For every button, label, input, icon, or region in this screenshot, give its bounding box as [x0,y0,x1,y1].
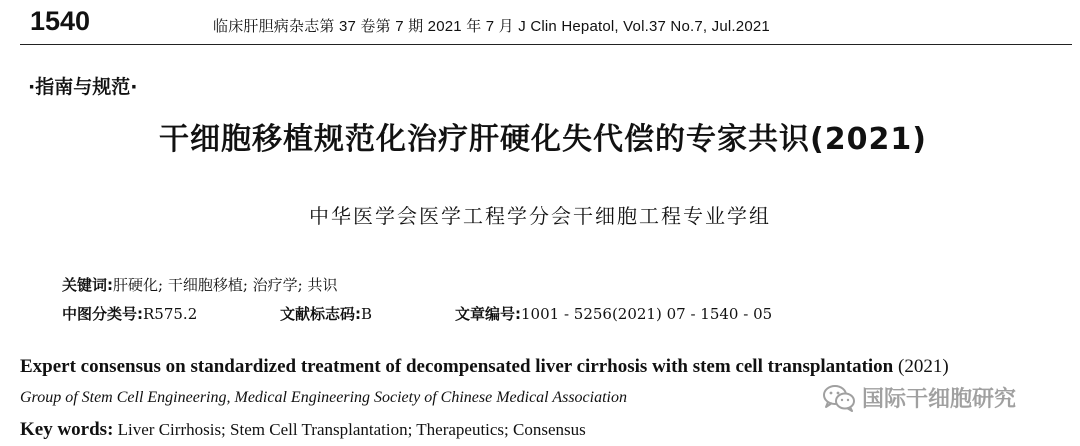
english-keywords [20,419,586,441]
keywords-cn-label: 关键词: [62,276,113,294]
clc-label: 中图分类号: [62,305,143,323]
english-title [20,356,949,378]
journal-citation: 临床肝胆病杂志第 37 卷第 7 期 2021 年 7 月 J Clin Hepatol, Vol.37 No.7, Jul.2021 [213,18,770,35]
article-number-value: 1001 - 5256(2021) 07 - 1540 - 05 [521,305,773,323]
document-code-label: 文献标志码: [280,305,361,323]
article-number [455,303,772,324]
english-keywords-label: Key words: [20,419,114,440]
article-title: 干细胞移植规范化治疗肝硬化失代偿的专家共识(2021) [159,122,927,157]
author-group: 中华医学会医学工程学分会干细胞工程专业学组 [309,204,771,228]
english-title-text: Expert consensus on standardized treatment of decompensated liver cirrhosis with stem cell transplantation [20,356,894,377]
keywords-cn-value: 肝硬化; 干细胞移植; 治疗学; 共识 [113,276,338,294]
page-number: 1540 [30,6,91,36]
article-number-label: 文章编号: [455,305,521,323]
watermark [822,382,1016,413]
section-label: ·指南与规范· [28,76,138,98]
document-code-value: B [361,305,373,323]
document-code [280,303,372,324]
clc-number [62,303,197,324]
keywords-cn [62,274,337,295]
english-keywords-value: Liver Cirrhosis; Stem Cell Transplantation; Therapeutics; Consensus [117,420,586,439]
english-author-group: Group of Stem Cell Engineering, Medical Engineering Society of Chinese Medical Association [20,389,627,406]
english-title-year: (2021) [898,356,949,377]
watermark-text: 国际干细胞研究 [862,387,1017,412]
clc-value: R575.2 [143,305,198,323]
header-rule [20,44,1072,45]
wechat-icon [822,384,856,412]
